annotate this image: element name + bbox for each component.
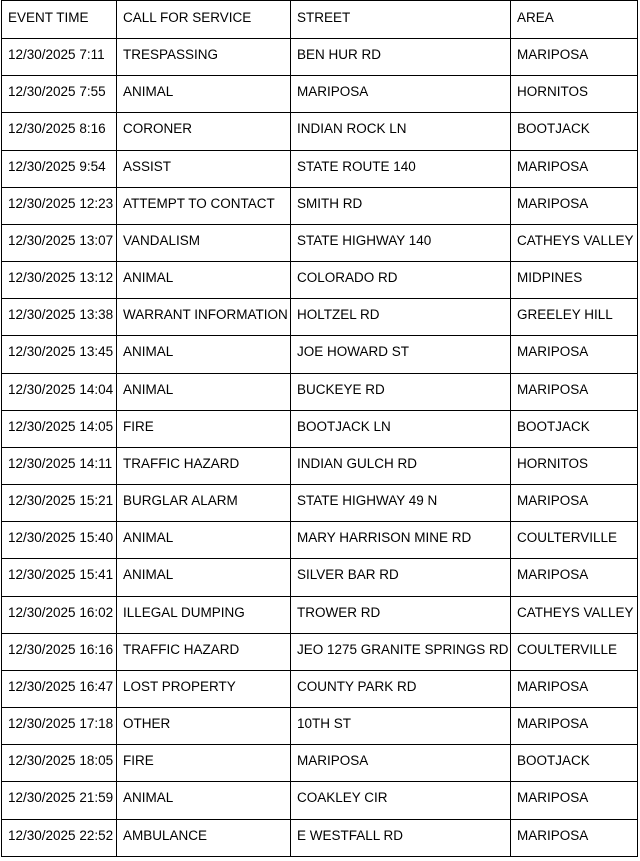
table-row: [2, 39, 638, 76]
street-cell: JOE HOWARD ST: [291, 336, 511, 373]
call-for-service-cell: ANIMAL: [117, 262, 291, 299]
area-cell: MARIPOSA: [511, 819, 638, 856]
street-cell: MARY HARRISON MINE RD: [291, 522, 511, 559]
call-for-service-cell: FIRE: [117, 410, 291, 447]
street-cell: TROWER RD: [291, 596, 511, 633]
event-time-cell: 12/30/2025 14:05: [2, 410, 117, 447]
call-for-service-cell: TRAFFIC HAZARD: [117, 447, 291, 484]
table-row: [2, 336, 638, 373]
area-cell: MARIPOSA: [511, 782, 638, 819]
area-cell: BOOTJACK: [511, 745, 638, 782]
street-cell: MARIPOSA: [291, 745, 511, 782]
event-time-cell: 12/30/2025 14:11: [2, 447, 117, 484]
call-for-service-cell: BURGLAR ALARM: [117, 485, 291, 522]
call-for-service-cell: OTHER: [117, 708, 291, 745]
event-time-cell: 12/30/2025 9:54: [2, 150, 117, 187]
area-cell: CATHEYS VALLEY: [511, 224, 638, 261]
table-row: [2, 299, 638, 336]
table-row: [2, 708, 638, 745]
event-time-cell: 12/30/2025 18:05: [2, 745, 117, 782]
event-time-cell: 12/30/2025 13:07: [2, 224, 117, 261]
table-row: [2, 485, 638, 522]
area-cell: MARIPOSA: [511, 39, 638, 76]
call-for-service-cell: ANIMAL: [117, 522, 291, 559]
street-cell: BUCKEYE RD: [291, 373, 511, 410]
event-time-cell: 12/30/2025 16:02: [2, 596, 117, 633]
call-for-service-cell: LOST PROPERTY: [117, 670, 291, 707]
header-street: STREET: [291, 1, 511, 39]
area-cell: MARIPOSA: [511, 485, 638, 522]
event-time-cell: 12/30/2025 15:41: [2, 559, 117, 596]
street-cell: JEO 1275 GRANITE SPRINGS RD: [291, 633, 511, 670]
call-for-service-cell: TRESPASSING: [117, 39, 291, 76]
table-row: [2, 447, 638, 484]
area-cell: MARIPOSA: [511, 150, 638, 187]
street-cell: COUNTY PARK RD: [291, 670, 511, 707]
street-cell: INDIAN ROCK LN: [291, 113, 511, 150]
street-cell: MARIPOSA: [291, 76, 511, 113]
street-cell: E WESTFALL RD: [291, 819, 511, 856]
table-body: [2, 39, 638, 857]
call-for-service-cell: ANIMAL: [117, 76, 291, 113]
call-for-service-cell: TRAFFIC HAZARD: [117, 633, 291, 670]
street-cell: COLORADO RD: [291, 262, 511, 299]
event-time-cell: 12/30/2025 16:16: [2, 633, 117, 670]
table-row: [2, 670, 638, 707]
header-call-for-service: CALL FOR SERVICE: [117, 1, 291, 39]
table-row: [2, 782, 638, 819]
header-area: AREA: [511, 1, 638, 39]
area-cell: MARIPOSA: [511, 670, 638, 707]
call-log-table: [1, 0, 638, 857]
table-row: [2, 187, 638, 224]
area-cell: GREELEY HILL: [511, 299, 638, 336]
street-cell: STATE HIGHWAY 49 N: [291, 485, 511, 522]
event-time-cell: 12/30/2025 14:04: [2, 373, 117, 410]
event-time-cell: 12/30/2025 22:52: [2, 819, 117, 856]
event-time-cell: 12/30/2025 7:55: [2, 76, 117, 113]
area-cell: MIDPINES: [511, 262, 638, 299]
event-time-cell: 12/30/2025 13:38: [2, 299, 117, 336]
street-cell: 10TH ST: [291, 708, 511, 745]
event-time-cell: 12/30/2025 16:47: [2, 670, 117, 707]
area-cell: CATHEYS VALLEY: [511, 596, 638, 633]
area-cell: BOOTJACK: [511, 410, 638, 447]
area-cell: MARIPOSA: [511, 373, 638, 410]
street-cell: STATE ROUTE 140: [291, 150, 511, 187]
event-time-cell: 12/30/2025 13:12: [2, 262, 117, 299]
area-cell: COULTERVILLE: [511, 522, 638, 559]
table-row: [2, 410, 638, 447]
event-time-cell: 12/30/2025 13:45: [2, 336, 117, 373]
table-row: [2, 819, 638, 856]
table-row: [2, 633, 638, 670]
call-for-service-cell: FIRE: [117, 745, 291, 782]
table-row: [2, 224, 638, 261]
street-cell: SILVER BAR RD: [291, 559, 511, 596]
area-cell: MARIPOSA: [511, 708, 638, 745]
street-cell: HOLTZEL RD: [291, 299, 511, 336]
table-row: [2, 596, 638, 633]
call-for-service-cell: ANIMAL: [117, 336, 291, 373]
table-row: [2, 559, 638, 596]
street-cell: INDIAN GULCH RD: [291, 447, 511, 484]
event-time-cell: 12/30/2025 7:11: [2, 39, 117, 76]
call-for-service-cell: WARRANT INFORMATION: [117, 299, 291, 336]
event-time-cell: 12/30/2025 8:16: [2, 113, 117, 150]
event-time-cell: 12/30/2025 21:59: [2, 782, 117, 819]
event-time-cell: 12/30/2025 17:18: [2, 708, 117, 745]
area-cell: COULTERVILLE: [511, 633, 638, 670]
table-row: [2, 262, 638, 299]
table-row: [2, 150, 638, 187]
call-for-service-cell: ASSIST: [117, 150, 291, 187]
table-row: [2, 522, 638, 559]
area-cell: HORNITOS: [511, 447, 638, 484]
table-row: [2, 76, 638, 113]
event-time-cell: 12/30/2025 12:23: [2, 187, 117, 224]
table-row: [2, 745, 638, 782]
table-row: [2, 113, 638, 150]
call-for-service-cell: ANIMAL: [117, 559, 291, 596]
call-for-service-cell: ANIMAL: [117, 373, 291, 410]
call-for-service-cell: CORONER: [117, 113, 291, 150]
call-for-service-cell: ILLEGAL DUMPING: [117, 596, 291, 633]
header-event-time: EVENT TIME: [2, 1, 117, 39]
street-cell: STATE HIGHWAY 140: [291, 224, 511, 261]
street-cell: SMITH RD: [291, 187, 511, 224]
call-for-service-cell: AMBULANCE: [117, 819, 291, 856]
call-for-service-cell: ATTEMPT TO CONTACT: [117, 187, 291, 224]
event-time-cell: 12/30/2025 15:21: [2, 485, 117, 522]
area-cell: MARIPOSA: [511, 187, 638, 224]
event-time-cell: 12/30/2025 15:40: [2, 522, 117, 559]
call-for-service-cell: ANIMAL: [117, 782, 291, 819]
area-cell: HORNITOS: [511, 76, 638, 113]
header-row: [2, 1, 638, 39]
area-cell: MARIPOSA: [511, 559, 638, 596]
area-cell: BOOTJACK: [511, 113, 638, 150]
street-cell: BEN HUR RD: [291, 39, 511, 76]
area-cell: MARIPOSA: [511, 336, 638, 373]
table-row: [2, 373, 638, 410]
call-for-service-cell: VANDALISM: [117, 224, 291, 261]
street-cell: BOOTJACK LN: [291, 410, 511, 447]
table-header: [2, 1, 638, 39]
street-cell: COAKLEY CIR: [291, 782, 511, 819]
